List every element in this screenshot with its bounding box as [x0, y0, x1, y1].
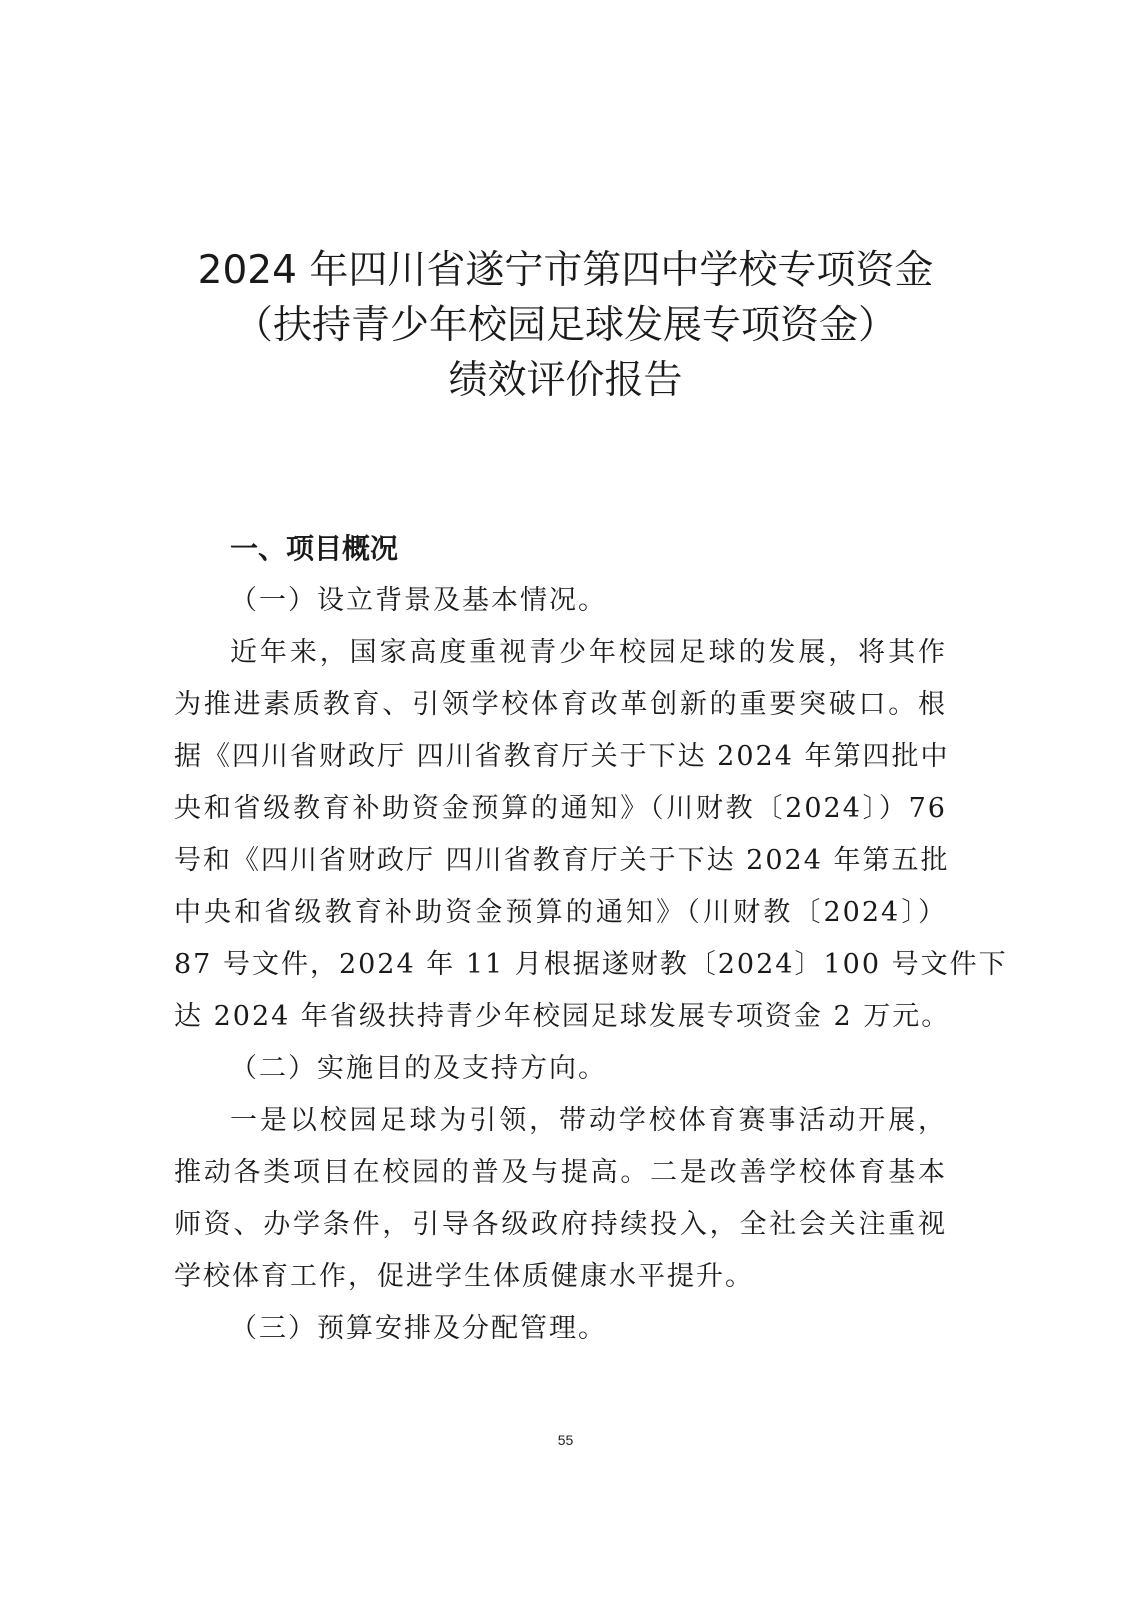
title-line-1: 2024 年四川省遂宁市第四中学校专项资金: [197, 248, 934, 293]
paragraph-line: 师资、办学条件，引导各级政府持续投入，全社会关注重视: [174, 1209, 947, 1240]
report-body: [174, 523, 1008, 1355]
paragraph-line: 一是以校园足球为引领，带动学校体育赛事活动开展，: [230, 1105, 947, 1136]
paragraph-line: 达 2024 年省级扶持青少年校园足球发展专项资金 2 万元。: [174, 1001, 951, 1032]
title-line-3: 绩效评价报告: [448, 358, 683, 403]
paragraph-line: 推动各类项目在校园的普及与提高。二是改善学校体育基本: [174, 1157, 947, 1188]
paragraph-line: 87 号文件，2024 年 11 月根据遂财教〔2024〕100 号文件下: [174, 949, 1008, 980]
report-title: [0, 243, 1131, 408]
paragraph-line: 号和《四川省财政厅 四川省教育厅关于下达 2024 年第五批: [174, 845, 950, 876]
subsection-heading-budget: （三）预算安排及分配管理。: [230, 1313, 607, 1344]
subsection-heading-background: （一）设立背景及基本情况。: [230, 585, 607, 616]
subsection-heading-purpose: （二）实施目的及支持方向。: [230, 1053, 607, 1084]
section-heading-overview: 一、项目概况: [230, 532, 399, 565]
paragraph-line: 为推进素质教育、引领学校体育改革创新的重要突破口。根: [174, 689, 947, 720]
paragraph-line: 据《四川省财政厅 四川省教育厅关于下达 2024 年第四批中: [174, 741, 950, 772]
paragraph-line: 学校体育工作，促进学生体质健康水平提升。: [174, 1261, 754, 1292]
paragraph-background: [174, 627, 1008, 1043]
paragraph-line: 中央和省级教育补助资金预算的通知》（川财教〔2024〕）: [174, 897, 947, 928]
page-number: 55: [557, 1432, 574, 1448]
title-line-2: （扶持青少年校园足球发展专项资金）: [233, 303, 897, 348]
paragraph-purpose: [174, 1095, 947, 1303]
paragraph-line: 央和省级教育补助资金预算的通知》（川财教〔2024〕）76: [174, 793, 947, 824]
paragraph-line: 近年来，国家高度重视青少年校园足球的发展，将其作: [230, 637, 947, 668]
